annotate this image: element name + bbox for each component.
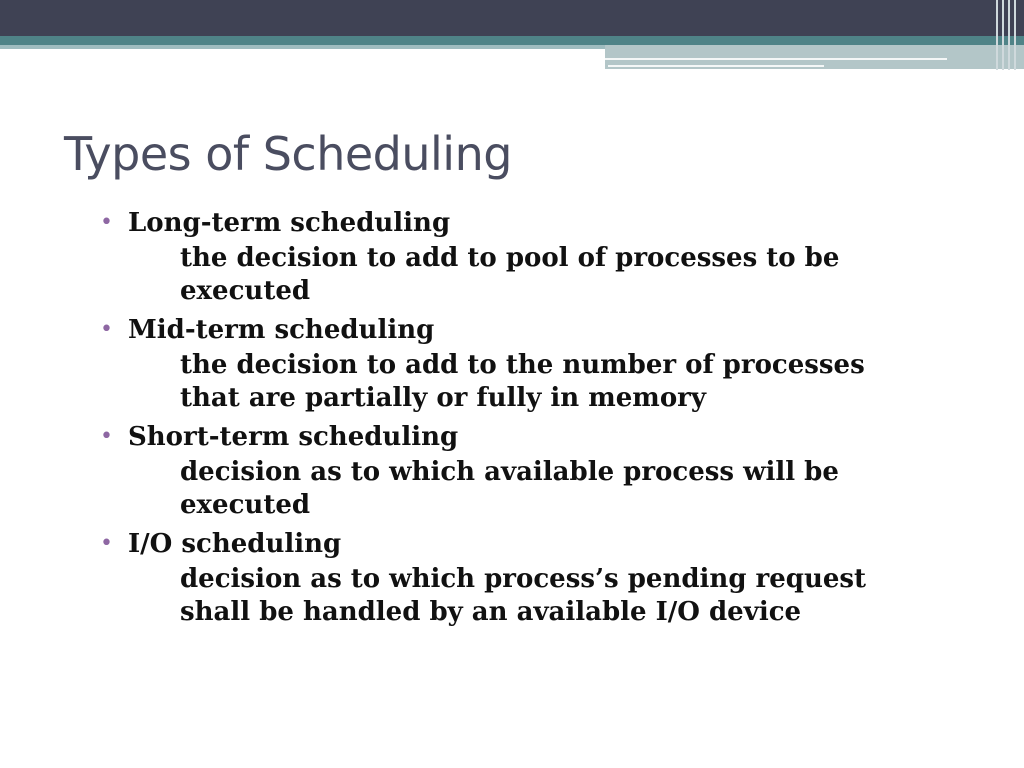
list-item-heading <box>100 418 980 456</box>
list-item-heading <box>100 204 980 242</box>
heading-text: I/O scheduling <box>128 529 342 559</box>
list-item-description: the decision to add to pool of processes to be executed <box>180 243 840 306</box>
bullet-dot-icon: • <box>100 531 113 556</box>
bullet-dot-icon: • <box>100 210 113 235</box>
heading-text: Long-term scheduling <box>128 208 451 238</box>
list-item <box>100 311 980 415</box>
header-accent-line <box>605 58 947 60</box>
header-accent-line-short <box>608 65 824 67</box>
header-teal-band <box>0 36 1024 45</box>
header-dark-band <box>0 0 1024 36</box>
heading-text: Mid-term scheduling <box>128 315 435 345</box>
bullet-dot-icon: • <box>100 424 113 449</box>
list-item <box>100 525 980 629</box>
list-item-description: decision as to which process’s pending request shall be handled by an available I/O device <box>180 564 867 627</box>
list-item-description: the decision to add to the number of processes that are partially or fully in memory <box>180 350 865 413</box>
bullet-list <box>100 204 980 632</box>
list-item-description: decision as to which available process will be executed <box>180 457 839 520</box>
list-item <box>100 204 980 308</box>
header-stripes <box>994 0 1024 70</box>
list-item <box>100 418 980 522</box>
heading-text: Short-term scheduling <box>128 422 459 452</box>
bullet-dot-icon: • <box>100 317 113 342</box>
list-item-heading <box>100 525 980 563</box>
header-teal-light-band <box>0 45 605 49</box>
list-item-heading <box>100 311 980 349</box>
slide-title: Types of Scheduling <box>64 127 512 181</box>
